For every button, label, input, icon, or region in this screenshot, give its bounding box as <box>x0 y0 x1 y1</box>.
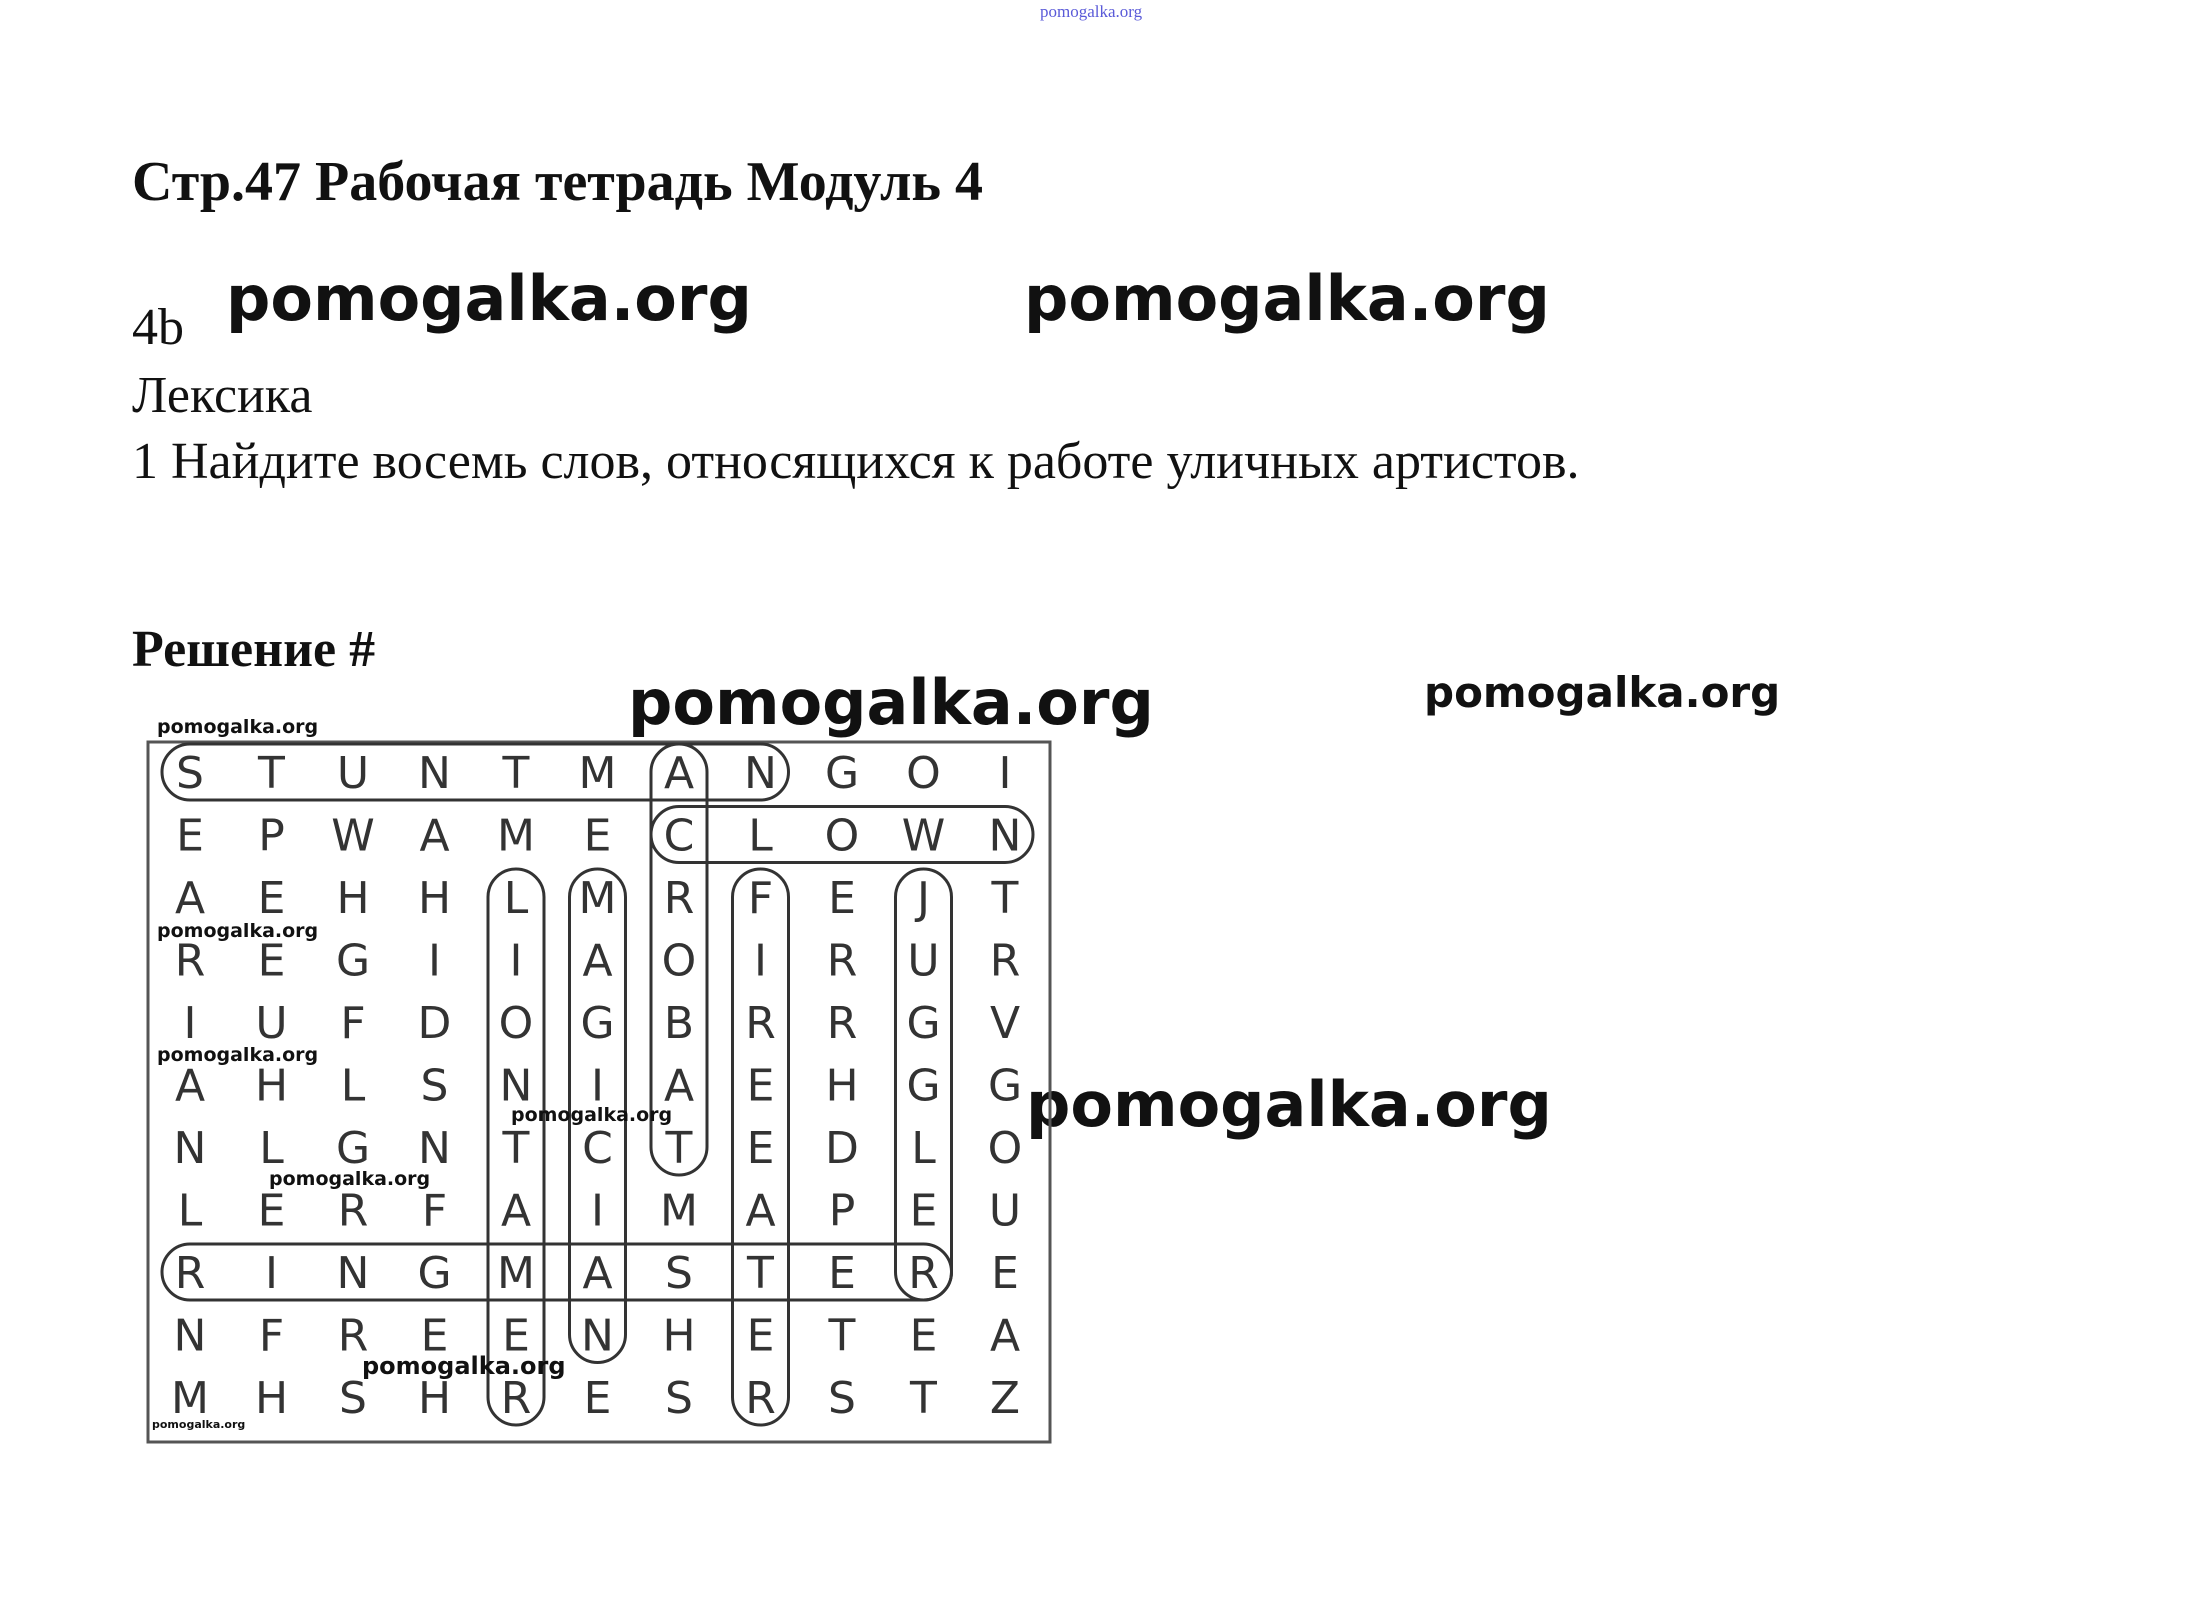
puzzle-letter: E <box>176 810 204 862</box>
puzzle-letter: U <box>988 1185 1022 1237</box>
puzzle-letter: N <box>499 1060 533 1112</box>
puzzle-letter: L <box>340 1060 366 1112</box>
puzzle-letter: T <box>828 1310 856 1362</box>
puzzle-letter: D <box>417 998 452 1049</box>
puzzle-letter: I <box>183 998 197 1049</box>
puzzle-letter: R <box>989 935 1021 987</box>
puzzle-letter: E <box>746 1060 775 1112</box>
puzzle-letter: W <box>331 810 375 862</box>
watermark: pomogalka.org <box>1026 1068 1552 1141</box>
puzzle-letter: A <box>989 1310 1021 1362</box>
puzzle-letter: D <box>825 1123 859 1174</box>
puzzle-letter: T <box>258 748 285 799</box>
puzzle-letter: C <box>663 810 695 862</box>
watermark: pomogalka.org <box>152 1418 246 1431</box>
puzzle-letter: Z <box>989 1373 1021 1424</box>
puzzle-letter: R <box>745 998 776 1049</box>
puzzle-letter: T <box>502 748 530 799</box>
puzzle-letter: I <box>998 748 1012 799</box>
puzzle-letter: G <box>906 998 941 1049</box>
puzzle-letter: P <box>258 810 285 862</box>
puzzle-letter: T <box>747 1248 774 1299</box>
puzzle-letter: O <box>498 998 534 1049</box>
header-site-link[interactable]: pomogalka.org <box>1040 2 1143 21</box>
puzzle-letter: G <box>824 748 860 799</box>
puzzle-letter: A <box>745 1185 776 1237</box>
puzzle-letter: E <box>746 1310 775 1362</box>
puzzle-letter: H <box>336 873 370 924</box>
puzzle-letter: N <box>988 810 1022 862</box>
puzzle-letter: A <box>500 1185 532 1237</box>
watermark: pomogalka.org <box>511 1104 673 1126</box>
puzzle-letter: A <box>663 1060 695 1112</box>
section-number: 4b <box>132 299 184 356</box>
watermark: pomogalka.org <box>269 1168 431 1190</box>
puzzle-letter: L <box>503 873 529 924</box>
puzzle-letter: E <box>502 1310 530 1362</box>
puzzle-letter: N <box>418 748 451 799</box>
puzzle-letter: H <box>417 1373 452 1424</box>
word-search-puzzle <box>140 730 1060 1450</box>
task-text: 1 Найдите восемь слов, относящихся к работе уличных артистов. <box>132 433 1580 490</box>
puzzle-letter: G <box>335 935 371 987</box>
puzzle-letter: G <box>987 1060 1023 1112</box>
word-oval <box>162 744 789 800</box>
puzzle-letter: T <box>991 873 1019 924</box>
puzzle-letter: A <box>174 1060 206 1112</box>
puzzle-letter: R <box>745 1373 776 1424</box>
puzzle-letter: A <box>174 873 206 924</box>
puzzle-letter: R <box>663 873 695 924</box>
puzzle-letter: F <box>340 998 366 1049</box>
watermark: pomogalka.org <box>226 262 752 335</box>
puzzle-letter: B <box>663 998 695 1049</box>
puzzle-letter: E <box>257 1185 286 1237</box>
watermark: pomogalka.org <box>362 1352 566 1380</box>
puzzle-letter: M <box>497 810 535 862</box>
puzzle-letter: R <box>174 935 206 987</box>
puzzle-letter: S <box>665 1373 693 1424</box>
puzzle-letter: R <box>826 998 858 1049</box>
puzzle-letter: R <box>826 935 858 987</box>
puzzle-letter: U <box>907 935 940 987</box>
watermark: pomogalka.org <box>157 1044 319 1066</box>
puzzle-letter: M <box>578 873 617 924</box>
puzzle-letter: S <box>665 1248 693 1299</box>
watermark: pomogalka.org <box>157 716 319 738</box>
puzzle-letter: F <box>421 1185 448 1237</box>
puzzle-letter: M <box>497 1248 535 1299</box>
puzzle-letter: L <box>259 1123 284 1174</box>
puzzle-letter: P <box>828 1185 856 1237</box>
subsection-heading: Лексика <box>132 367 313 424</box>
watermark: pomogalka.org <box>1024 262 1550 335</box>
puzzle-letter: S <box>176 748 204 799</box>
puzzle-letter: G <box>906 1060 941 1112</box>
puzzle-letter: O <box>987 1123 1023 1174</box>
puzzle-letter: M <box>660 1185 698 1237</box>
puzzle-letter: G <box>580 998 615 1049</box>
puzzle-letter: N <box>744 748 777 799</box>
puzzle-letter: E <box>828 1248 856 1299</box>
puzzle-letter: E <box>583 810 612 862</box>
puzzle-letter: J <box>917 873 930 924</box>
puzzle-letter: U <box>336 748 370 799</box>
puzzle-letter: N <box>581 1310 614 1362</box>
puzzle-letter: R <box>500 1373 532 1424</box>
puzzle-letter: C <box>582 1123 613 1174</box>
puzzle-letter: A <box>582 1248 613 1299</box>
solution-heading: Решение # <box>132 621 376 678</box>
puzzle-letter: E <box>828 873 856 924</box>
page-title: Стр.47 Рабочая тетрадь Модуль 4 <box>132 151 984 213</box>
puzzle-letter: M <box>578 748 617 799</box>
puzzle-letter: I <box>754 935 767 987</box>
puzzle-letter: I <box>591 1185 604 1237</box>
puzzle-letter: O <box>906 748 941 799</box>
puzzle-letter: E <box>257 873 286 924</box>
puzzle-letter: E <box>746 1123 775 1174</box>
puzzle-letter: N <box>173 1310 207 1362</box>
puzzle-letter: O <box>824 810 860 862</box>
puzzle-letter: L <box>177 1185 203 1237</box>
watermark: pomogalka.org <box>157 920 319 942</box>
puzzle-letter: R <box>174 1248 206 1299</box>
puzzle-letter: L <box>911 1123 936 1174</box>
puzzle-letter: S <box>420 1060 449 1112</box>
puzzle-letter: H <box>254 1373 289 1424</box>
puzzle-letter: N <box>336 1248 370 1299</box>
puzzle-letter: H <box>825 1060 859 1112</box>
puzzle-letter: M <box>171 1373 209 1424</box>
puzzle-letter: A <box>419 810 450 862</box>
puzzle-letter: R <box>337 1185 369 1237</box>
puzzle-letter: E <box>583 1373 612 1424</box>
puzzle-letter: E <box>909 1310 938 1362</box>
puzzle-letter: I <box>428 935 441 987</box>
puzzle-letter: L <box>748 810 773 862</box>
puzzle-letter: S <box>828 1373 856 1424</box>
watermark: pomogalka.org <box>1424 668 1781 717</box>
puzzle-letter: G <box>417 1248 452 1299</box>
puzzle-letter: U <box>255 998 288 1049</box>
puzzle-letter: V <box>989 998 1021 1049</box>
puzzle-letter: T <box>502 1123 530 1174</box>
puzzle-letter: E <box>909 1185 938 1237</box>
watermark: pomogalka.org <box>628 666 1154 739</box>
puzzle-letter: I <box>591 1060 604 1112</box>
puzzle-letter: G <box>335 1123 371 1174</box>
puzzle-letter: R <box>337 1310 369 1362</box>
puzzle-letter: A <box>582 935 613 987</box>
puzzle-letter: I <box>509 935 523 987</box>
puzzle-letter: A <box>663 748 695 799</box>
puzzle-letter: R <box>908 1248 939 1299</box>
puzzle-letter: H <box>662 1310 696 1362</box>
puzzle-letter: S <box>339 1373 367 1424</box>
puzzle-letter: T <box>910 1373 937 1424</box>
puzzle-letter: F <box>258 1310 285 1362</box>
puzzle-letter: N <box>173 1123 207 1174</box>
puzzle-letter: W <box>901 810 946 862</box>
puzzle-letter: F <box>747 873 774 924</box>
puzzle-letter: I <box>265 1248 278 1299</box>
puzzle-letter: E <box>257 935 286 987</box>
puzzle-letter: O <box>661 935 697 987</box>
puzzle-letter: H <box>417 873 452 924</box>
puzzle-letter: E <box>991 1248 1019 1299</box>
puzzle-letter: E <box>420 1310 449 1362</box>
puzzle-letter: H <box>254 1060 289 1112</box>
puzzle-letter: N <box>418 1123 451 1174</box>
puzzle-letter: T <box>665 1123 693 1174</box>
